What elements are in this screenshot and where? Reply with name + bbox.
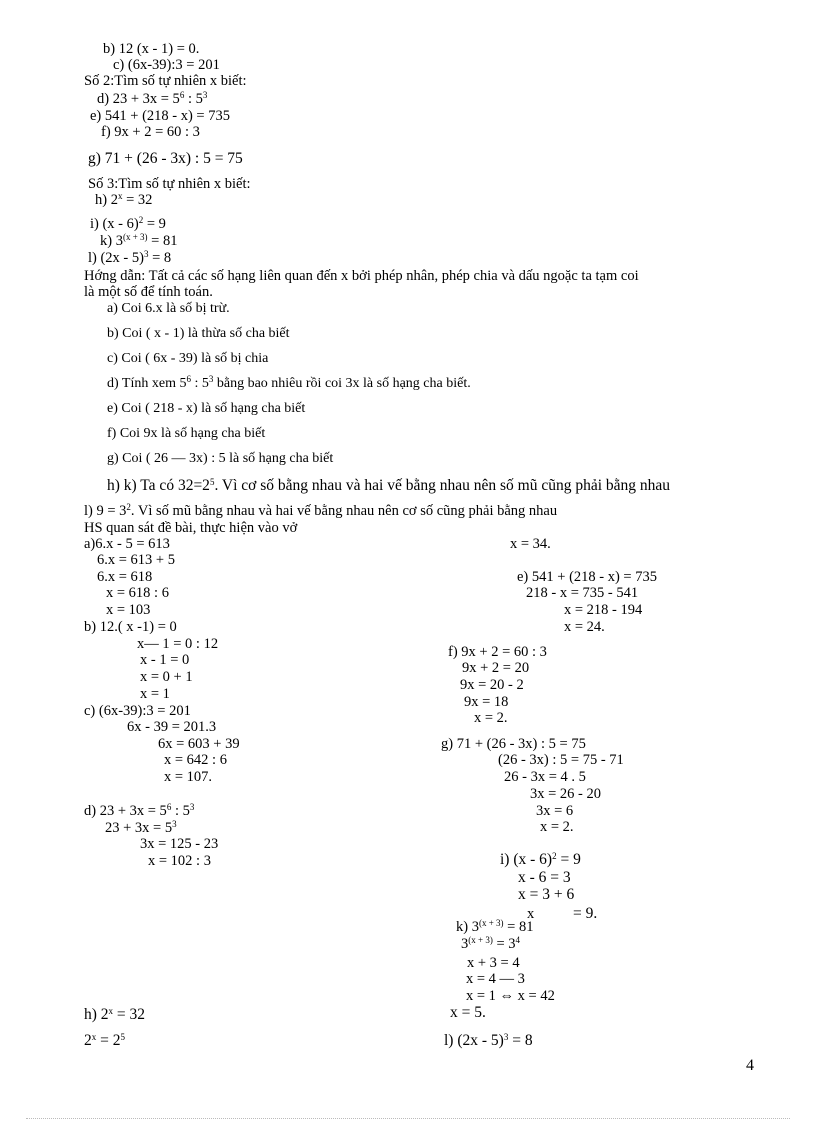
solution-line: $3^{(x + 3)} = 3^4$ xyxy=(461,935,521,952)
solution-line: k) $3^{(x + 3)} = 81$ xyxy=(456,918,534,935)
solution-line: x = 24. xyxy=(564,619,605,635)
text-line: Số 2:Tìm số tự nhiên x biết: xyxy=(84,73,247,89)
text-line: c) (6x-39):3 = 201 xyxy=(84,703,191,719)
text-line: Hớng dẫn: Tất cả các số hạng liên quan đến x bởi phép nhân, phép chia và dấu ngoặc ta tạm coi xyxy=(84,268,639,284)
text-line: 6x - 39 = 201.3 xyxy=(127,719,217,735)
text-line: $23 + 3x = 5^3$ xyxy=(105,819,177,836)
text-line: i) (x - 6)$^2$ = 9 xyxy=(90,215,166,232)
solution-line: x = 34. xyxy=(510,536,551,552)
solution-line: i) (x - 6)$^2$ = 9 xyxy=(500,851,581,868)
text-line: x— 1 = 0 : 12 xyxy=(137,636,219,652)
text-line: Số 3:Tìm số tự nhiên x biết: xyxy=(88,176,251,192)
solution-line: f) 9x + 2 = 60 : 3 xyxy=(448,644,547,660)
solution-line: 9x = 18 xyxy=(464,694,509,710)
solution-line: x = 4 — 3 xyxy=(466,971,525,987)
solution-line: 218 - x = 735 - 541 xyxy=(526,585,639,601)
page-number: 4 xyxy=(746,1057,754,1074)
solution-line: 9x = 20 - 2 xyxy=(460,677,524,693)
text-line: 6.x = 613 + 5 xyxy=(97,552,175,568)
text-line: 3x = 125 - 23 xyxy=(140,836,219,852)
solution-line: g) 71 + (26 - 3x) : 5 = 75 xyxy=(441,736,586,752)
solution-line: 3x = 6 xyxy=(536,803,574,819)
solution-line: x = 5. xyxy=(450,1004,486,1021)
text-line: c) Coi ( 6x - 39) là số bị chia xyxy=(107,351,269,366)
solution-line: x = 1 ⇔ x = 42 xyxy=(466,988,555,1004)
text-line: f) Coi 9x là số hạng cha biết xyxy=(107,426,266,441)
text-line: là một số để tính toán. xyxy=(84,284,213,300)
text-line: d) Tính xem $5^6$ : $5^3$ bằng bao nhiêu rồi coi 3x là số hạng cha biết. xyxy=(107,374,471,391)
text-line: x = 1 xyxy=(140,686,170,702)
text-line: g) 71 + (26 - 3x) : 5 = 75 xyxy=(88,150,243,167)
solution-line: x = 2. xyxy=(540,819,574,835)
text-line: b) 12.( x -1) = 0 xyxy=(84,619,177,635)
text-line: l) (2x - 5)$^3$ = 8 xyxy=(88,249,172,266)
text-line: d) $23 + 3x = 5^6$ : $5^3$ xyxy=(84,802,195,819)
text-line: a)6.x - 5 = 613 xyxy=(84,536,170,552)
footer-divider xyxy=(26,1118,790,1119)
text-line: 6.x = 618 xyxy=(97,569,153,585)
text-line: a) Coi 6.x là số bị trừ. xyxy=(107,301,230,316)
text-line: x = 107. xyxy=(164,769,213,785)
text-line: g) Coi ( 26 — 3x) : 5 là số hạng cha biết xyxy=(107,451,334,466)
text-line: l) $9 = 3^2$. Vì số mũ bằng nhau và hai vế bằng nhau nên cơ số cũng phải bằng nhau xyxy=(84,502,558,519)
solution-line: l) (2x - 5)$^3$ = 8 xyxy=(444,1032,533,1049)
solution-line: x = 218 - 194 xyxy=(564,602,643,618)
text-line: x = 103 xyxy=(106,602,151,618)
text-line: k) $3^{(x + 3)} = 81$ xyxy=(100,232,178,249)
text-line: x = 102 : 3 xyxy=(148,853,211,869)
text-line: b) 12 (x - 1) = 0. xyxy=(103,41,200,57)
solution-line: 26 - 3x = 4 . 5 xyxy=(504,769,586,785)
solution-line: 9x + 2 = 20 xyxy=(462,660,530,676)
text-line: x = 0 + 1 xyxy=(140,669,193,685)
text-line: e) Coi ( 218 - x) là số hạng cha biết xyxy=(107,401,306,416)
solution-line: x + 3 = 4 xyxy=(467,955,520,971)
solution-line: x = 2. xyxy=(474,710,508,726)
text-line: d) $23 + 3x = 5^6$ : $5^3$ xyxy=(97,90,208,107)
solution-line: = 9. xyxy=(573,905,598,922)
text-line: h) $2^x = 32$ xyxy=(84,1006,146,1023)
text-line: e) 541 + (218 - x) = 735 xyxy=(90,108,230,124)
text-line: x - 1 = 0 xyxy=(140,652,190,668)
solution-line: (26 - 3x) : 5 = 75 - 71 xyxy=(498,752,624,768)
solution-line: e) 541 + (218 - x) = 735 xyxy=(517,569,657,585)
text-line: HS quan sát đề bài, thực hiện vào vở xyxy=(84,520,298,536)
solution-line: 3x = 26 - 20 xyxy=(530,786,602,802)
text-line: 6x = 603 + 39 xyxy=(158,736,240,752)
text-line: $2^x = 2^5$ xyxy=(84,1032,125,1049)
solution-line: x xyxy=(527,906,535,922)
text-line: f) 9x + 2 = 60 : 3 xyxy=(101,124,200,140)
text-line: c) (6x-39):3 = 201 xyxy=(113,57,220,73)
solution-line: x - 6 = 3 xyxy=(518,869,571,886)
text-line: b) Coi ( x - 1) là thừa số cha biết xyxy=(107,326,290,341)
text-line: h) k) Ta có $32=2^5$. Vì cơ số bằng nhau và hai vế bằng nhau nên số mũ cũng phải bằng nhau xyxy=(107,477,671,494)
text-line: h) $2^x = 32$ xyxy=(95,191,153,208)
solution-line: x = 3 + 6 xyxy=(518,886,575,903)
text-line: x = 618 : 6 xyxy=(106,585,169,601)
text-line: x = 642 : 6 xyxy=(164,752,227,768)
